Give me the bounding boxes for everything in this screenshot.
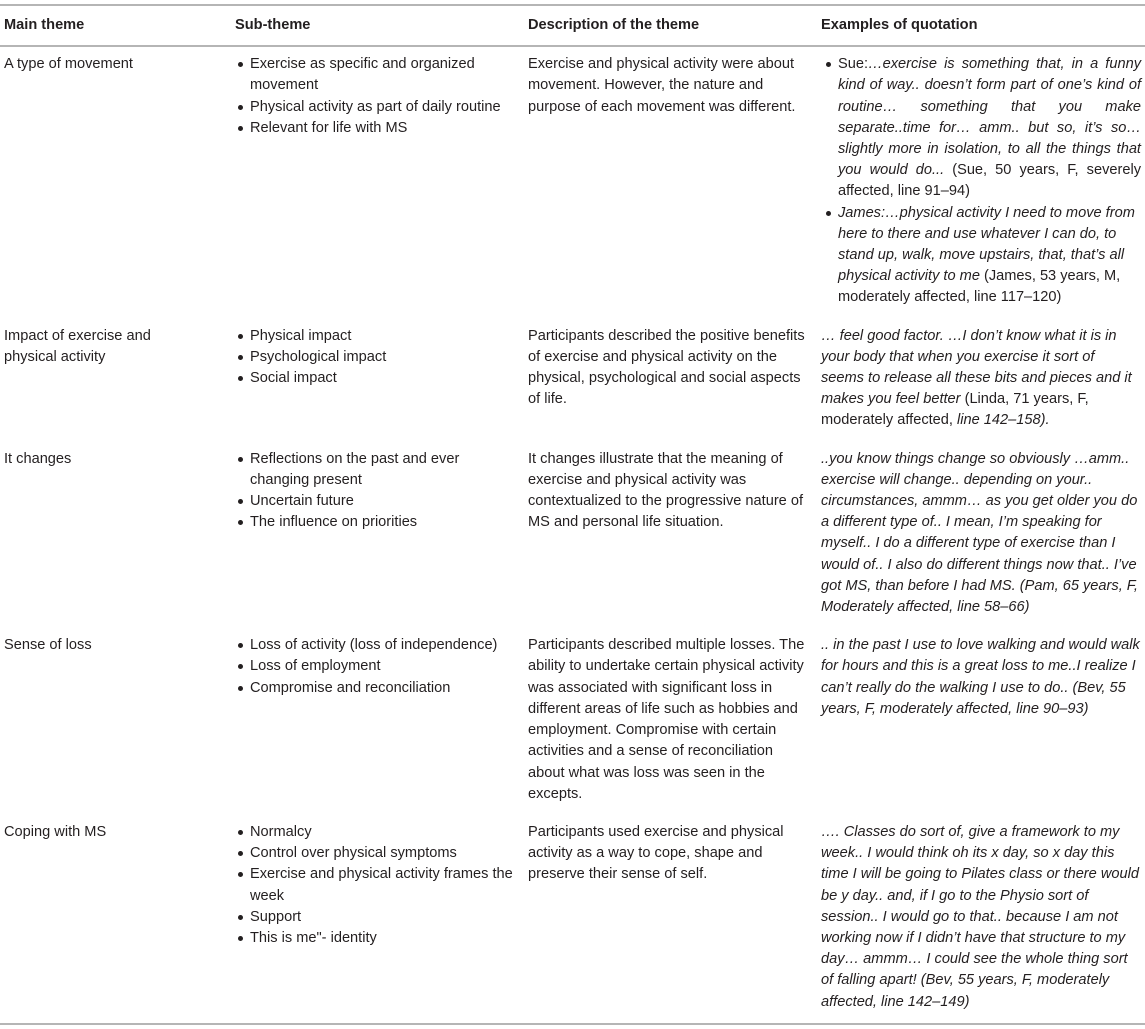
- table-row: [0, 442, 1145, 629]
- table-row: [0, 628, 1145, 815]
- main-theme-cell: Coping with MS: [0, 815, 229, 1024]
- quotation-cell: [817, 319, 1145, 442]
- main-theme-cell: A type of movement: [4, 56, 133, 73]
- header-main-theme: Main theme: [0, 5, 229, 46]
- main-theme-cell: It changes: [4, 450, 72, 467]
- sub-theme-cell: [229, 319, 524, 442]
- sub-theme-item: Exercise and physical activity frames the week: [233, 864, 520, 906]
- quotation-item: [821, 203, 1141, 309]
- sub-theme-item: Physical activity as part of daily routine: [233, 97, 520, 118]
- quote-text: .. in the past I use to love walking and would walk for hours and this is a great loss to me..I realize I can’t really do the walking I use to do.. (Bev, 55 years, F, moderately affected, line 90–93): [821, 637, 1140, 717]
- sub-theme-cell: [229, 46, 524, 318]
- sub-theme-list: [233, 326, 520, 390]
- themes-table: [0, 4, 1145, 1025]
- quote-line-ref: line 142–158).: [957, 412, 1050, 429]
- description-cell: Participants described multiple losses. The ability to undertake certain physical activity was associated with significant loss in different areas of life such as hobbies and employment. Compromise with certain activities and a sense of reconciliation about what was loss was seen in the excepts.: [528, 637, 805, 802]
- sub-theme-item: Normalcy: [233, 822, 520, 843]
- sub-theme-cell: [229, 815, 524, 1024]
- table-row: [0, 46, 1145, 318]
- quotation-item: [821, 54, 1141, 202]
- sub-theme-item: Psychological impact: [233, 347, 520, 368]
- description-cell: Exercise and physical activity were about movement. However, the nature and purpose of each movement was different.: [528, 56, 796, 115]
- table-row: [0, 815, 1145, 1024]
- main-theme-cell: Impact of exercise and physical activity: [4, 327, 151, 365]
- description-cell: Participants described the positive benefits of exercise and physical activity on the physical, psychological and social aspects of life.: [528, 327, 805, 408]
- description-cell: It changes illustrate that the meaning of exercise and physical activity was contextualized to the progressive nature of MS and personal life situation.: [528, 450, 804, 531]
- quotation-list: [821, 54, 1141, 308]
- quotation-cell: [817, 442, 1145, 629]
- sub-theme-item: Loss of employment: [233, 656, 520, 677]
- sub-theme-item: Exercise as specific and organized movement: [233, 54, 520, 96]
- sub-theme-item: The influence on priorities: [233, 512, 520, 533]
- table-row: [0, 319, 1145, 442]
- quote-citation: (Sue, 50 years, F, severely affected, line 91–94): [838, 162, 1141, 200]
- sub-theme-item: Reflections on the past and ever changing present: [233, 449, 520, 491]
- quote-text: … feel good factor. …I don’t know what it is in your body that when you exercise it sort of seems to release all these bits and pieces and it makes you feel better: [821, 327, 1132, 408]
- header-quotations: Examples of quotation: [817, 5, 1145, 46]
- sub-theme-item: Control over physical symptoms: [233, 843, 520, 864]
- quote-speaker: Sue:: [838, 56, 869, 73]
- sub-theme-list: [233, 822, 520, 949]
- quote-citation: (James, 53 years, M, moderately affected, line 117–120): [838, 268, 1121, 306]
- quote-text: …exercise is something that, in a funny kind of way.. doesn’t form part of one’s kind of routine… something that you make separate..time for… amm.. but so, it’s so… slightly more in isolation, to all the things that you would do...: [838, 56, 1141, 179]
- sub-theme-list: [233, 54, 520, 139]
- header-description: Description of the theme: [524, 5, 817, 46]
- table-header: [0, 5, 1145, 46]
- main-theme-cell: Sense of loss: [4, 637, 92, 654]
- quote-text: …. Classes do sort of, give a framework to my week.. I would think oh its x day, so x day this time I will be going to Pilates class or there would be y day.. and, if I go to the Physio sort of session.. I would go to that.. because I am not working now if I didn’t have that structure to my day… ammm… I could see the whole thing sort of falling apart! (Bev, 55 years, F, moderately affected, line 142–149): [821, 823, 1139, 1010]
- quote-text: James:…physical activity I need to move from here to there and use whatever I can do, to stand up, walk, move upstairs, that, that’s all physical activity to me: [838, 204, 1135, 285]
- quote-text: ..you know things change so obviously …amm.. exercise will change.. depending on your.. circumstances, ammm… as you get older you do a different type of.. I mean, I’m speaking for myself.. I do a different type of exercise than I would of.. I also do different things now that.. I’ve got MS, than before I had MS. (Pam, 65 years, F, Moderately affected, line 58–66): [821, 450, 1138, 616]
- quotation-cell: [817, 815, 1145, 1024]
- sub-theme-item: Uncertain future: [233, 491, 520, 512]
- sub-theme-item: Relevant for life with MS: [233, 118, 520, 139]
- sub-theme-cell: [229, 628, 524, 815]
- sub-theme-item: Support: [233, 907, 520, 928]
- header-row: [0, 5, 1145, 46]
- sub-theme-item: Loss of activity (loss of independence): [233, 635, 520, 656]
- quotation-cell: [817, 628, 1145, 815]
- sub-theme-cell: [229, 442, 524, 629]
- sub-theme-item: Physical impact: [233, 326, 520, 347]
- description-cell: Participants used exercise and physical activity as a way to cope, shape and preserve their sense of self.: [524, 815, 817, 1024]
- sub-theme-item: This is me"- identity: [233, 928, 520, 949]
- sub-theme-item: Compromise and reconciliation: [233, 678, 520, 699]
- quotation-cell: [817, 46, 1145, 318]
- sub-theme-item: Social impact: [233, 368, 520, 389]
- quote-citation: (Linda, 71 years, F, moderately affected,: [821, 391, 1089, 429]
- sub-theme-list: [233, 449, 520, 534]
- sub-theme-list: [233, 635, 520, 699]
- header-sub-theme: Sub-theme: [229, 5, 524, 46]
